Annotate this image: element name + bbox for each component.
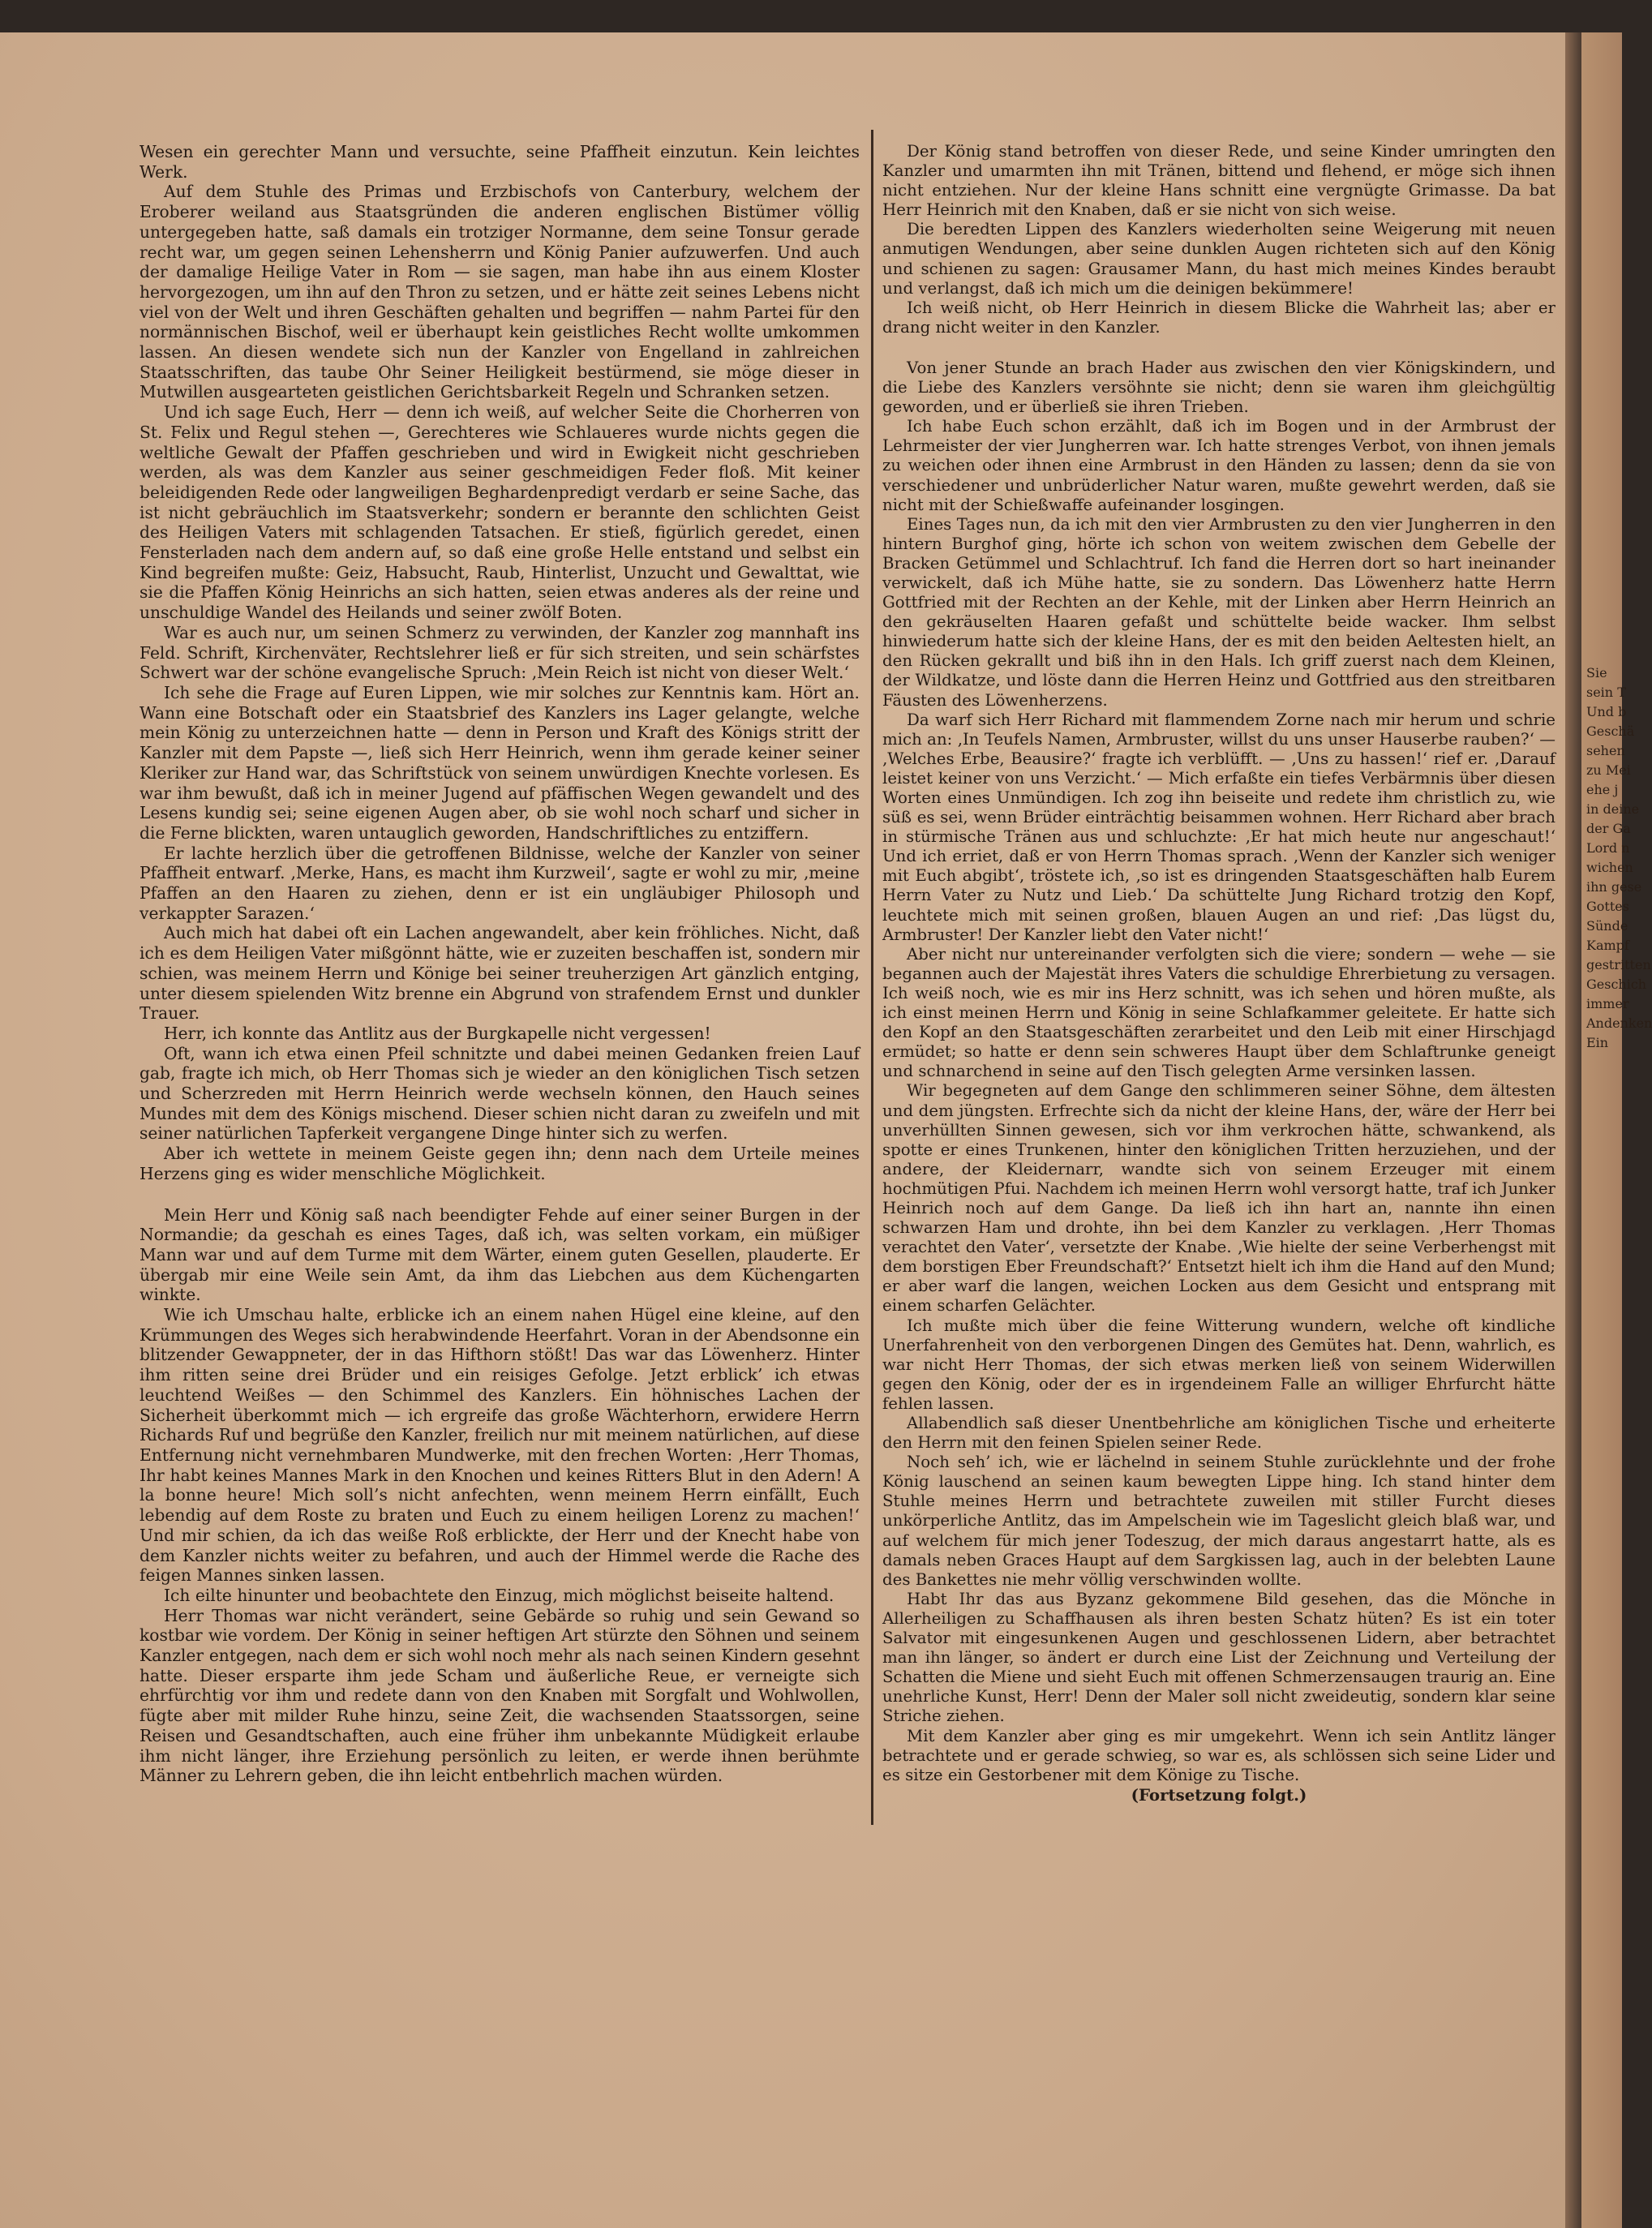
paragraph: Ich habe Euch schon erzählt, daß ich im Bogen und in der Armbrust der Lehrmeister der vier Jungherren war. Ich hatte strenges Verbot, von ihnen jemals zu weichen oder ihnen eine Armbrust in den Händen zu lassen; denn da sie von verschiedener und unbrüderlicher Natur waren, mußte gewehrt werden, daß sie nicht mit der Schießwaffe aufeinander losgingen.	[882, 417, 1555, 514]
next-page-edge	[1581, 32, 1652, 2228]
next-page-fragment: sehen	[1586, 743, 1625, 758]
next-page-fragment: Andenken	[1586, 1015, 1652, 1031]
paragraph: Wesen ein gerechter Mann und versuchte, seine Pfaffheit einzutun. Kein leichtes Werk.	[139, 142, 860, 182]
paragraph: Da warf sich Herr Richard mit flammendem Zorne nach mir herum und schrie mich an: ‚In Teufels Namen, Armbruster, willst du uns unser Hauserbe rauben?‘ — ‚Welches Erbe, Beausire?‘ fragte ich verblüfft. — ‚Uns zu hassen!‘ rief er. ‚Darauf leistet keiner von uns Verzicht.‘ — Mich erfaßte ein tiefes Verbärmnis über diesen Worten eines Unmündigen. Ich zog ihn beiseite und redete ihm christlich zu, wie süß es sei, wenn Brüder einträchtig beisammen wohnen. Herr Richard aber brach in stürmische Tränen aus und schluchzte: ‚Er hat mich heute nur angeschaut!‘ Und ich erriet, daß er von Herrn Thomas sprach. ‚Wenn der Kanzler sich weniger mit Euch abgibt‘, tröstete ich, ‚so ist es dringenden Staatsgeschäften halb Eurem Herrn Vater zu Nutz und Lieb.‘ Da schüttelte Jung Richard trotzig den Kopf, leuchtete mich mit seinen großen, blauen Augen an und rief: ‚Das lügst du, Armbruster! Der Kanzler liebt den Vater nicht!‘	[882, 710, 1555, 944]
next-page-fragment: Sünde	[1586, 918, 1628, 934]
paragraph: Habt Ihr das aus Byzanz gekommene Bild gesehen, das die Mönche in Allerheiligen zu Schaffhausen als ihren besten Schatz hüten? Es ist ein toter Salvator mit eingesunkenen Augen und geschlossenen Lidern, aber betrachtet man ihn länger, so ändert er durch eine List der Zeichnung und Verteilung der Schatten die Miene und sieht Euch mit offenen Schmerzensaugen traurig an. Eine unehrliche Kunst, Herr! Denn der Maler soll nicht zweideutig, sondern klar seine Striche ziehen.	[882, 1589, 1555, 1726]
paragraph: Wie ich Umschau halte, erblicke ich an einem nahen Hügel eine kleine, auf den Krümmungen des Weges sich herabwindende Heerfahrt. Voran in der Abendsonne ein blitzender Gewappneter, der in das Hifthorn stößt! Das war das Löwenherz. Hinter ihm ritten seine drei Brüder und ein reisiges Gefolge. Jetzt erblick’ ich etwas leuchtend Weißes — den Schimmel des Kanzlers. Ein höhnisches Lachen der Sicherheit überkommt mich — ich ergreife das große Wächterhorn, erwidere Herrn Richards Ruf und begrüße den Kanzler, freilich nur mit meinem natürlichen, auf diese Entfernung nicht vernehmbaren Mundwerke, mit den frechen Worten: ‚Herr Thomas, Ihr habt keines Mannes Mark in den Knochen und keines Ritters Blut in den Adern! A la bonne heure! Mich soll’s nicht anfechten, wenn meinem Herrn einfällt, Euch lebendig auf dem Roste zu braten und Euch zu einem heiligen Lorenz zu machen!‘ Und mir schien, da ich das weiße Roß erblickte, der Herr und der Knecht habe von dem Kanzler nichts weiter zu befahren, und auch der Himmel werde die Rache des feigen Mannes sinken lassen.	[139, 1305, 860, 1586]
paragraph: Die beredten Lippen des Kanzlers wiederholten seine Weigerung mit neuen anmutigen Wendungen, aber seine dunklen Augen richteten sich auf den König und schienen zu sagen: Grausamer Mann, du hast mich meines Kindes beraubt und verlangst, daß ich mich um die deinigen bekümmere!	[882, 220, 1555, 298]
next-page-fragment: Lord n	[1586, 840, 1630, 856]
next-page-fragment: ehe j	[1586, 782, 1619, 797]
paragraph: Mit dem Kanzler aber ging es mir umgekehrt. Wenn ich sein Antlitz länger betrachtete und er gerade schwieg, so war es, als schlössen sich seine Lider und es sitze ein Gestorbener mit dem Könige zu Tische.	[882, 1726, 1555, 1784]
paragraph: Auch mich hat dabei oft ein Lachen angewandelt, aber kein fröhliches. Nicht, daß ich es dem Heiligen Vater mißgönnt hätte, wie er zuzeiten beschaffen ist, sondern mir schien, was meinem Herrn und Könige bei seiner treuherzigen Art gänzlich entging, unter diesem spielenden Witz brenne ein Abgrund von strafendem Ernst und dunkler Trauer.	[139, 923, 860, 1024]
next-page-fragment: Kampf	[1586, 938, 1629, 953]
paragraph: Allabendlich saß dieser Unentbehrliche am königlichen Tische und erheiterte den Herrn mit den feinen Spielen seiner Rede.	[882, 1414, 1555, 1453]
paragraph: Und ich sage Euch, Herr — denn ich weiß, auf welcher Seite die Chorherren von St. Felix und Regul stehen —, Gerechteres wie Schlaueres wurde nichts gegen die weltliche Gewalt der Pfaffen geschrieben und wird in Ewigkeit nicht geschrieben werden, als was dem Kanzler aus seiner geschmeidigen Feder floß. Mit keiner beleidigenden Rede oder langweiligen Beghardenpredigt verdarb er seine Sache, das ist nicht gebräuchlich im Staatsverkehr; sondern er berannte den schlichten Geist des Heiligen Vaters mit schlagenden Tatsachen. Er stieß, figürlich geredet, einen Fensterladen nach dem andern auf, so daß eine große Helle entstand und selbst ein Kind begreifen mußte: Geiz, Habsucht, Raub, Hinterlist, Unzucht und Gewalttat, wie sie die Pfaffen König Heinrichs an sich hatten, seien etwas anderes als der reine und unschuldige Wandel des Heilands und seiner zwölf Boten.	[139, 402, 860, 623]
paragraph: Noch seh’ ich, wie er lächelnd in seinem Stuhle zurücklehnte und der frohe König lauschend an seinen kaum bewegten Lippe hing. Ich stand hinter dem Stuhle meines Herrn und betrachtete zuweilen mit stiller Furcht dieses unkörperliche Antlitz, das im Ampelschein wie im Tageslicht gleich blaß war, und auf welchem für mich jener Todeszug, der mich daraus angestarrt hatte, als es damals neben Graces Haupt auf dem Sargkissen lag, auch in der belebten Laune des Bankettes nie mehr völlig verschwinden wollte.	[882, 1453, 1555, 1589]
next-page-fragment: immer	[1586, 996, 1629, 1011]
paragraph: Aber nicht nur untereinander verfolgten sich die viere; sondern — wehe — sie begannen auch der Majestät ihres Vaters die schuldige Ehrerbietung zu versagen. Ich weiß noch, wie es mir ins Herz schnitt, was ich sehen und hören mußte, als ich einst meinen Herrn und König in seine Schlafkammer geleitete. Er hatte sich den Kopf an den Staatsgeschäften zerarbeitet und den Leib mit einer Hirschjagd ermüdet; so hatte er denn sein schweres Haupt über dem Schlaftrunke geneigt und schnarchend in seine auf den Tisch gelegten Arme versinken lassen.	[882, 944, 1555, 1081]
right-text-column	[882, 142, 1555, 1805]
continuation-note: (Fortsetzung folgt.)	[1131, 1784, 1307, 1805]
next-page-fragment: sein T	[1586, 685, 1626, 700]
paragraph: Der König stand betroffen von dieser Rede, und seine Kinder umringten den Kanzler und umarmten ihn mit Tränen, bittend und flehend, er möge sich ihnen nicht entziehen. Nur der kleine Hans schnitt eine vergnügte Grimasse. Da bat Herr Heinrich mit den Knaben, daß er sie nicht von sich weise.	[882, 142, 1555, 220]
paragraph: Ich mußte mich über die feine Witterung wundern, welche oft kindliche Unerfahrenheit von den verborgenen Dingen des Gemütes hat. Denn, wahrlich, es war nicht Herr Thomas, der sich etwas merken ließ von seinem Widerwillen gegen den König, oder der es in irgendeinem Falle an williger Ehrfurcht hätte fehlen lassen.	[882, 1316, 1555, 1413]
paragraph: Wir begegneten auf dem Gange den schlimmeren seiner Söhne, dem ältesten und dem jüngsten. Erfrechte sich da nicht der kleine Hans, der, wäre der Herr bei unverhüllten Sinnen gewesen, sich vor ihm verkrochen hätte, schwankend, als spotte er eines Trunkenen, hinter den königlichen Tritten herzuziehen, und der andere, der Kleidernarr, wandte sich von seinem Erzeuger mit einem hochmütigen Pfui. Nachdem ich meinen Herrn wohl versorgt hatte, traf ich Junker Heinrich noch auf dem Gange. Da ließ ich ihn hart an, nannte ihn einen schwarzen Ham und drohte, ihn bei dem Kanzler zu verklagen. ‚Herr Thomas verachtet den Vater‘, versetzte der Knabe. ‚Wie hielte der seine Verberhengst mit dem borstigen Eber Freundschaft?‘ Entsetzt hielt ich ihm die Hand auf den Mund; er aber warf die langen, weichen Locken aus dem Gesicht und entsprang mit einem scharfen Gelächter.	[882, 1081, 1555, 1316]
left-text-column	[139, 142, 860, 1786]
column-divider	[871, 130, 873, 1825]
next-page-fragment: Gottes	[1586, 899, 1629, 914]
paragraph: Herr Thomas war nicht verändert, seine Gebärde so ruhig und sein Gewand so kostbar wie vordem. Der König in seiner heftigen Art stürzte den Söhnen und seinem Kanzler entgegen, nach dem er sich wohl noch mehr als nach seinen Kindern gesehnt hatte. Dieser ersparte ihm jede Scham und äußerliche Reue, er verneigte sich ehrfürchtig vor ihm und redete dann von den Knaben mit Sorgfalt und Wohlwollen, fügte aber mit milder Ruhe hinzu, seine Zeit, die wachsenden Staatssorgen, seine Reisen und Gesandtschaften, auch eine früher ihm unbekannte Müdigkeit erlaube ihm nicht länger, ihre Erziehung persönlich zu leiten, er werde ihnen berühmte Männer zu Lehrern geben, die ihn leicht entbehrlich machen würden.	[139, 1605, 860, 1786]
paragraph: Mein Herr und König saß nach beendigter Fehde auf einer seiner Burgen in der Normandie; da geschah es eines Tages, daß ich, was selten vorkam, ein müßiger Mann war und auf dem Turme mit dem Wärter, einem guten Gesellen, plauderte. Er übergab mir eine Weile sein Amt, da ihm das Liebchen aus dem Küchengarten winkte.	[139, 1204, 860, 1305]
next-page-fragment: Geschich	[1586, 977, 1647, 992]
paragraph: Eines Tages nun, da ich mit den vier Armbrusten zu den vier Jungherren in den hintern Burghof ging, hörte ich schon von weitem zwischen dem Gebelle der Bracken Getümmel und Schlachtruf. Ich fand die Herren dort so hart ineinander verwickelt, daß ich Mühe hatte, sie zu sondern. Das Löwenherz hatte Herrn Gottfried mit der Rechten an der Kehle, mit der Linken aber Herrn Heinrich an den gekräuselten Haaren gefaßt und schüttelte beide wacker. Ihm selbst hinwiederum hatte sich der kleine Hans, der es mit den beiden Aeltesten hielt, an den Rücken gekrallt und biß ihn in den Hals. Ich griff zuerst nach dem Kleinen, der Wildkatze, und löste dann die Herren Heinz und Gottfried aus den streitbaren Fäusten des Löwenherzens.	[882, 514, 1555, 710]
paragraph: Von jener Stunde an brach Hader aus zwischen den vier Königskindern, und die Liebe des Kanzlers versöhnte sie nicht; denn sie waren ihm gleichgültig geworden, und er überließ sie ihren Trieben.	[882, 358, 1555, 417]
paragraph: Er lachte herzlich über die getroffenen Bildnisse, welche der Kanzler von seiner Pfaffheit entwarf. ‚Merke, Hans, es macht ihm Kurzweil‘, sagte er wohl zu mir, ‚meine Pfaffen an den Haaren zu ziehen, denn er ist ein ungläubiger Philosoph und verkappter Sarazen.‘	[139, 843, 860, 923]
next-page-fragment: zu Mei	[1586, 762, 1631, 778]
next-page-fragment: Und b	[1586, 704, 1627, 719]
paragraph: Ich sehe die Frage auf Euren Lippen, wie mir solches zur Kenntnis kam. Hört an. Wann eine Botschaft oder ein Staatsbrief des Kanzlers ins Lager gelangte, welche mein König zu unterzeichnen hatte — denn in Person und Kraft des Königs stritt der Kanzler mit dem Papste —, ließ sich Herr Heinrich, wenn ihm gerade keiner seiner Kleriker zur Hand war, das Schriftstück von seinem unwürdigen Knechte vorlesen. Es war ihm bewußt, daß ich in meiner Jugend auf pfäffischen Wegen gewandelt und des Lesens kundig sei; seine eigenen Augen aber, ob sie wohl noch scharf und sicher in die Ferne blickten, waren untauglich geworden, Handschriftliches zu entziffern.	[139, 682, 860, 843]
paragraph: Ich eilte hinunter und beobachtete den Einzug, mich möglichst beiseite haltend.	[164, 1585, 835, 1605]
next-page-fragment: Geschä	[1586, 723, 1635, 739]
paragraph: Herr, ich konnte das Antlitz aus der Burgkapelle nicht vergessen!	[164, 1023, 711, 1043]
next-page-fragment: wichen	[1586, 860, 1633, 875]
next-page-fragment: Sie	[1586, 665, 1607, 680]
page-gutter	[1565, 32, 1581, 2228]
next-page-fragment: in deine	[1586, 801, 1640, 817]
paragraph: Aber ich wettete in meinem Geiste gegen ihn; denn nach dem Urteile meines Herzens ging es wider menschliche Möglichkeit.	[139, 1144, 860, 1183]
paragraph: Auf dem Stuhle des Primas und Erzbischofs von Canterbury, welchem der Eroberer weiland aus Staatsgründen die anderen englischen Bistümer völlig untergegeben hatte, saß damals ein trotziger Normanne, dem seine Tonsur gerade recht war, um gegen seinen Lehensherrn und König Panier aufzuwerfen. Und auch der damalige Heilige Vater in Rom — sie sagen, man habe ihn aus einem Kloster hervorgezogen, um ihn auf den Thron zu setzen, und er hätte zeit seines Lebens nicht viel von der Welt und ihren Geschäften gehalten und begriffen — nahm Partei für den normännischen Bischof, weil er überhaupt kein geistliches Recht wollte umkommen lassen. An diesen wendete sich nun der Kanzler von Engelland in zahlreichen Staatsschriften, das taube Ohr Seiner Heiligkeit bestürmend, sie möge dieser in Mutwillen ausgearteten geistlichen Gerichtsbarkeit Regeln und Schranken setzen.	[139, 182, 860, 402]
paragraph: Oft, wann ich etwa einen Pfeil schnitzte und dabei meinen Gedanken freien Lauf gab, fragte ich mich, ob Herr Thomas sich je wieder an den königlichen Tisch setzen und Scherzreden mit Herrn Heinrich werde wechseln können, den Hauch seines Mundes mit dem des Königs mischend. Dieser schien nicht daran zu zweifeln und mit seiner natürlichen Tapferkeit vergangene Dinge hinter sich zu werfen.	[139, 1043, 860, 1144]
next-page-fragment: Ein	[1586, 1035, 1609, 1050]
paragraph: War es auch nur, um seinen Schmerz zu verwinden, der Kanzler zog mannhaft ins Feld. Schrift, Kirchenväter, Rechtslehrer ließ er für sich streiten, und sein schärfstes Schwert war der schöne evangelische Spruch: ‚Mein Reich ist nicht von dieser Welt.‘	[139, 622, 860, 683]
next-page-fragment: gestritten	[1586, 957, 1651, 972]
next-page-fragment: der Ga	[1586, 821, 1631, 836]
next-page-fragment: ihn gese	[1586, 879, 1642, 895]
paragraph: Ich weiß nicht, ob Herr Heinrich in diesem Blicke die Wahrheit las; aber er drang nicht weiter in den Kanzler.	[882, 298, 1555, 337]
